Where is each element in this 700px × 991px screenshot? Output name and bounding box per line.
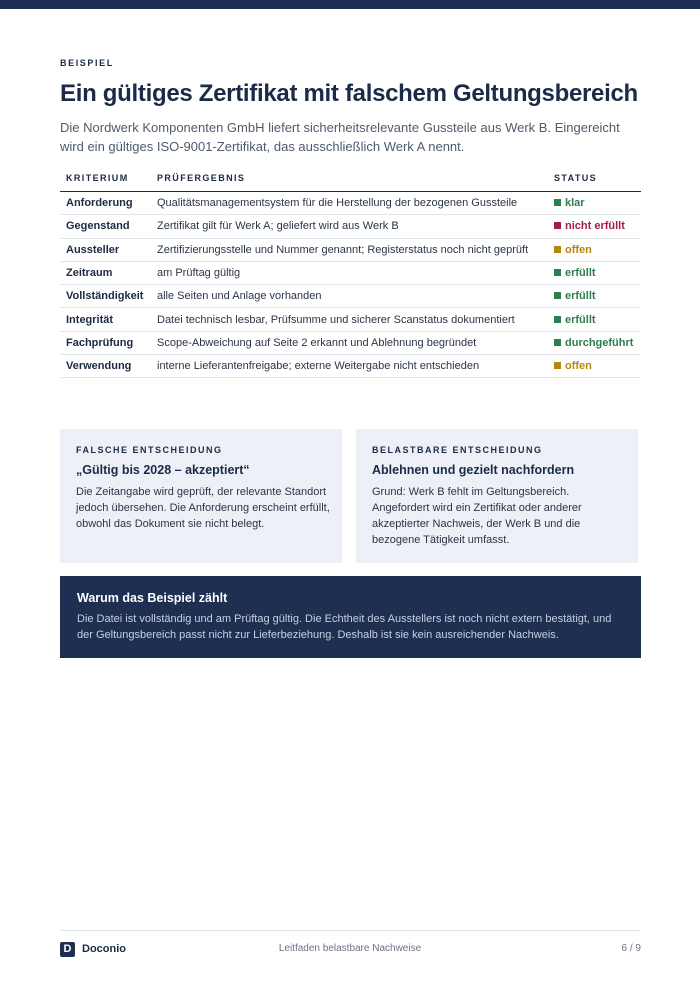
right-decision-label: BELASTBARE ENTSCHEIDUNG bbox=[372, 445, 543, 455]
criterion-cell: Fachprüfung bbox=[60, 331, 151, 354]
status-cell bbox=[548, 215, 641, 238]
status-square-icon bbox=[554, 269, 561, 276]
page-title: Ein gültiges Zertifikat mit falschem Geltungsbereich bbox=[60, 80, 638, 107]
page-number: 6 / 9 bbox=[621, 943, 641, 954]
status-square-icon bbox=[554, 339, 561, 346]
table-row bbox=[60, 192, 641, 215]
result-cell: Zertifikat gilt für Werk A; geliefert wird aus Werk B bbox=[151, 215, 548, 238]
status-cell bbox=[548, 331, 641, 354]
result-cell: am Prüftag gültig bbox=[151, 261, 548, 284]
status-badge: erfüllt bbox=[565, 290, 596, 303]
table-row bbox=[60, 308, 641, 331]
result-cell: Datei technisch lesbar, Prüfsumme und sicherer Scanstatus dokumentiert bbox=[151, 308, 548, 331]
status-square-icon bbox=[554, 362, 561, 369]
footer-document-title: Leitfaden belastbare Nachweise bbox=[278, 943, 422, 954]
criterion-cell: Anforderung bbox=[60, 192, 151, 215]
status-badge: durchgeführt bbox=[565, 336, 634, 349]
status-square-icon bbox=[554, 316, 561, 323]
criterion-cell: Vollständigkeit bbox=[60, 285, 151, 308]
footer-logo bbox=[60, 941, 126, 957]
status-square-icon bbox=[554, 222, 561, 229]
why-text: Die Datei ist vollständig und am Prüftag gültig. Die Echtheit des Ausstellers ist noch nicht extern bestätigt, und der Geltungsbereich passt nicht zur Lieferbeziehung. Deshalb ist sie kein ausreichender Nachweis. bbox=[77, 613, 612, 641]
logo-icon: D bbox=[60, 942, 75, 957]
right-decision-box bbox=[356, 429, 638, 563]
result-cell: Qualitätsmanagementsystem für die Herstellung der bezogenen Gussteile bbox=[151, 192, 548, 215]
footer-divider bbox=[60, 930, 641, 931]
table-row bbox=[60, 261, 641, 284]
status-square-icon bbox=[554, 246, 561, 253]
status-square-icon bbox=[554, 292, 561, 299]
table-header-row bbox=[60, 173, 641, 192]
result-cell: interne Lieferantenfreigabe; externe Weitergabe nicht entschieden bbox=[151, 355, 548, 378]
status-cell bbox=[548, 261, 641, 284]
status-cell bbox=[548, 238, 641, 261]
header-result: PRÜFERGEBNIS bbox=[151, 173, 548, 192]
result-cell: alle Seiten und Anlage vorhanden bbox=[151, 285, 548, 308]
result-cell: Zertifizierungsstelle und Nummer genannt; Registerstatus noch nicht geprüft bbox=[151, 238, 548, 261]
top-accent-bar bbox=[0, 0, 700, 9]
main-content bbox=[60, 58, 641, 378]
table-row bbox=[60, 238, 641, 261]
status-square-icon bbox=[554, 199, 561, 206]
intro-paragraph: Die Nordwerk Komponenten GmbH liefert sicherheitsrelevante Gussteile aus Werk B. Eingereicht wird ein gültiges ISO-9001-Zertifikat, das ausschließlich Werk A nennt. bbox=[60, 120, 620, 154]
eyebrow-label: BEISPIEL bbox=[60, 58, 114, 68]
header-criterion: KRITERIUM bbox=[60, 173, 151, 192]
wrong-decision-box bbox=[60, 429, 342, 563]
brand-name: Doconio bbox=[82, 943, 126, 955]
result-cell: Scope-Abweichung auf Seite 2 erkannt und Ablehnung begründet bbox=[151, 331, 548, 354]
right-decision-text: Grund: Werk B fehlt im Geltungsbereich. Angefordert wird ein Zertifikat oder anderer akzeptierter Nachweis, der Werk B und die bezogene Tätigkeit umfasst. bbox=[372, 486, 582, 546]
table-body bbox=[60, 192, 641, 378]
table-row bbox=[60, 285, 641, 308]
table-row bbox=[60, 331, 641, 354]
table-row bbox=[60, 215, 641, 238]
wrong-decision-text: Die Zeitangabe wird geprüft, der relevante Standort jedoch übersehen. Die Anforderung erscheint erfüllt, obwohl das Dokument sie nicht belegt. bbox=[76, 486, 330, 530]
why-it-matters-box bbox=[60, 576, 641, 658]
criterion-cell: Verwendung bbox=[60, 355, 151, 378]
status-badge: erfüllt bbox=[565, 313, 596, 326]
criterion-cell: Integrität bbox=[60, 308, 151, 331]
criterion-cell: Gegenstand bbox=[60, 215, 151, 238]
criterion-cell: Aussteller bbox=[60, 238, 151, 261]
criteria-table bbox=[60, 173, 641, 378]
status-cell bbox=[548, 285, 641, 308]
wrong-decision-label: FALSCHE ENTSCHEIDUNG bbox=[76, 445, 223, 455]
decision-comparison bbox=[60, 429, 641, 563]
status-badge: klar bbox=[565, 197, 585, 210]
header-status: STATUS bbox=[548, 173, 641, 192]
status-badge: offen bbox=[565, 243, 592, 256]
status-badge: offen bbox=[565, 360, 592, 373]
criterion-cell: Zeitraum bbox=[60, 261, 151, 284]
status-cell bbox=[548, 308, 641, 331]
table-row bbox=[60, 355, 641, 378]
wrong-decision-heading: „Gültig bis 2028 – akzeptiert“ bbox=[76, 463, 250, 477]
status-cell bbox=[548, 355, 641, 378]
why-heading: Warum das Beispiel zählt bbox=[77, 591, 228, 605]
status-badge: nicht erfüllt bbox=[565, 220, 625, 233]
right-decision-heading: Ablehnen und gezielt nachfordern bbox=[372, 463, 575, 477]
status-cell bbox=[548, 192, 641, 215]
status-badge: erfüllt bbox=[565, 267, 596, 280]
